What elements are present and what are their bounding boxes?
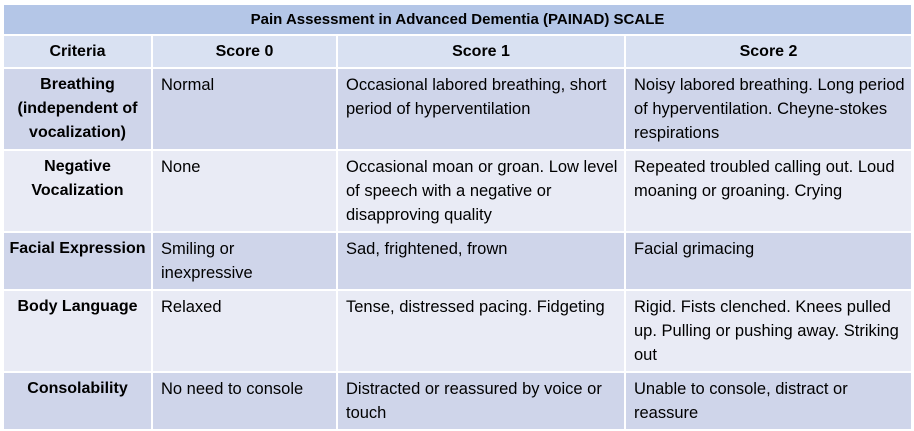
criteria-cell: Facial Expression xyxy=(3,232,152,290)
score-2-cell: Repeated troubled calling out. Loud moaning or groaning. Crying xyxy=(625,150,912,232)
score-2-cell: Rigid. Fists clenched. Knees pulled up. Pulling or pushing away. Striking out xyxy=(625,290,912,372)
score-0-cell: Smiling or inexpressive xyxy=(152,232,337,290)
criteria-cell: Breathing (independent of vocalization) xyxy=(3,68,152,150)
table-row-facial-expression xyxy=(3,232,912,290)
score-0-cell: No need to console xyxy=(152,372,337,430)
table-row-body-language xyxy=(3,290,912,372)
criteria-cell: Consolability xyxy=(3,372,152,430)
painad-table xyxy=(2,3,913,431)
score-0-cell: None xyxy=(152,150,337,232)
score-1-cell: Sad, frightened, frown xyxy=(337,232,625,290)
score-0-cell: Normal xyxy=(152,68,337,150)
criteria-cell: Negative Vocalization xyxy=(3,150,152,232)
header-score-1: Score 1 xyxy=(337,35,625,68)
score-1-cell: Tense, distressed pacing. Fidgeting xyxy=(337,290,625,372)
score-2-cell: Unable to console, distract or reassure xyxy=(625,372,912,430)
score-1-cell: Occasional moan or groan. Low level of speech with a negative or disapproving quality xyxy=(337,150,625,232)
table-title: Pain Assessment in Advanced Dementia (PAINAD) SCALE xyxy=(3,4,912,35)
table-title-row xyxy=(3,4,912,35)
header-criteria: Criteria xyxy=(3,35,152,68)
table-row-breathing xyxy=(3,68,912,150)
header-score-0: Score 0 xyxy=(152,35,337,68)
score-2-cell: Facial grimacing xyxy=(625,232,912,290)
score-1-cell: Occasional labored breathing, short period of hyperventilation xyxy=(337,68,625,150)
table-row-vocalization xyxy=(3,150,912,232)
table-row-consolability xyxy=(3,372,912,430)
header-score-2: Score 2 xyxy=(625,35,912,68)
score-1-cell: Distracted or reassured by voice or touch xyxy=(337,372,625,430)
criteria-cell: Body Language xyxy=(3,290,152,372)
score-2-cell: Noisy labored breathing. Long period of hyperventilation. Cheyne-stokes respirations xyxy=(625,68,912,150)
table-header-row xyxy=(3,35,912,68)
score-0-cell: Relaxed xyxy=(152,290,337,372)
